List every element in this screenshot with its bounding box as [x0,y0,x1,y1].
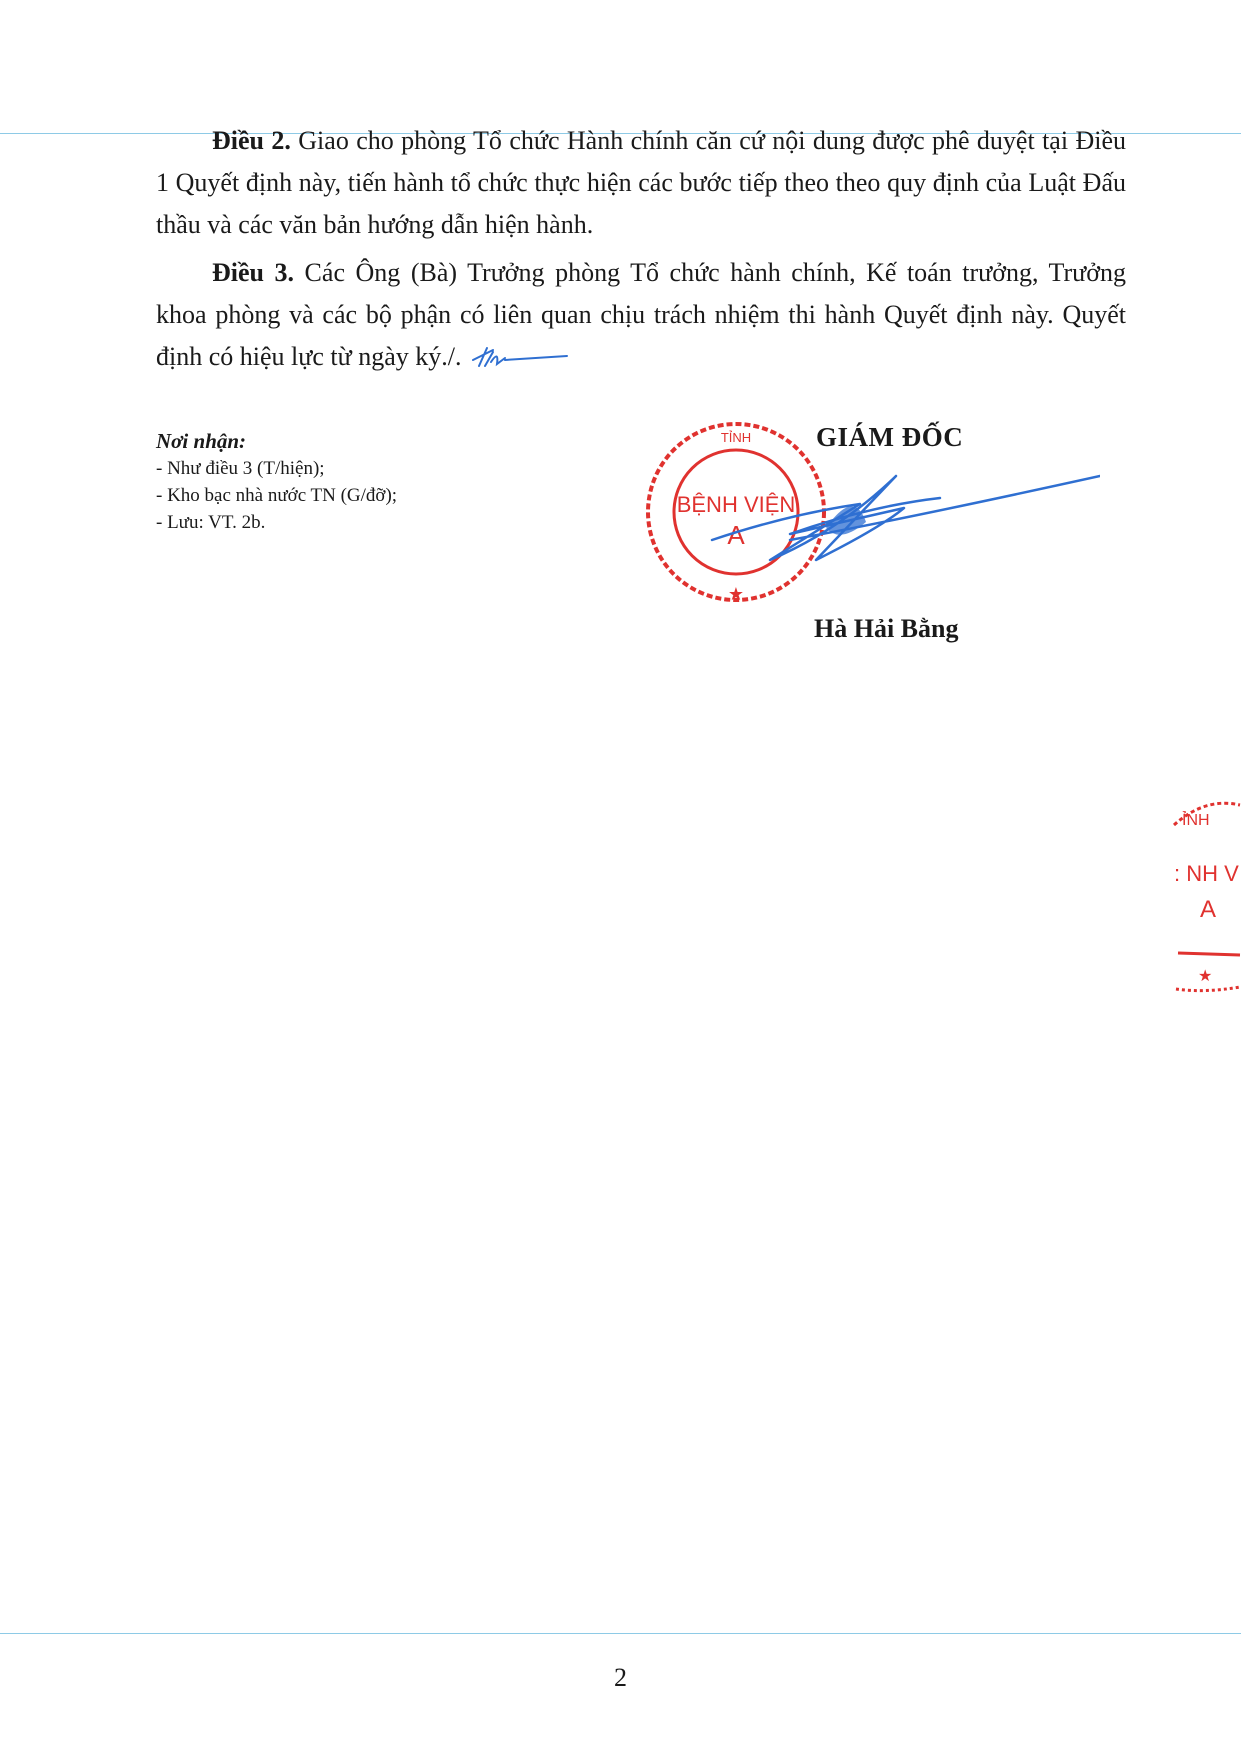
page-number: 2 [614,1663,627,1692]
bottom-margin-rule [0,1633,1241,1634]
article-2-text: Giao cho phòng Tổ chức Hành chính căn cứ nội dung được phê duyệt tại Điều 1 Quyết định này, tiến hành tổ chức thực hiện các bước tiếp theo theo quy định của Luật Đấu thầu và các văn bản hướng dẫn hiện hành. [156,126,1126,239]
recipients-heading: Nơi nhận: [156,429,247,453]
article-3-text: Các Ông (Bà) Trưởng phòng Tổ chức hành chính, Kế toán trưởng, Trưởng khoa phòng và các bộ phận có liên quan chịu trách nhiệm thi hành Quyết định này. Quyết định có hiệu lực từ ngày ký./. [156,258,1126,371]
signatory-title: GIÁM ĐỐC [816,422,964,452]
article-2 [156,120,1126,246]
recipient-item: - Như điều 3 (T/hiện); [156,458,325,479]
svg-text:TỈNH: TỈNH [720,430,752,445]
recipient-item: - Kho bạc nhà nước TN (G/đỡ); [156,485,398,506]
svg-text:★: ★ [727,584,745,605]
signature-block [640,410,1140,660]
svg-text:ỈNH: ỈNH [1182,812,1210,829]
recipient-item: - Lưu: VT. 2b. [156,512,266,533]
article-2-label: Điều 2. [212,126,291,155]
edge-seal-fragment-icon [1170,795,1241,995]
signatory-name: Hà Hải Bằng [814,614,959,643]
recipients-block [156,428,636,536]
article-3-label: Điều 3. [212,258,295,287]
seal-inner-line2: A [727,520,745,550]
svg-text:: NH V: : NH V [1174,861,1239,886]
document-body [156,120,1126,384]
seal-inner-line1: BỆNH VIỆN [676,492,796,517]
initials-mark-icon [469,346,569,372]
article-3 [156,252,1126,378]
svg-text:★: ★ [1198,966,1213,985]
recipients-list [156,455,636,536]
svg-text:A: A [1200,896,1217,923]
